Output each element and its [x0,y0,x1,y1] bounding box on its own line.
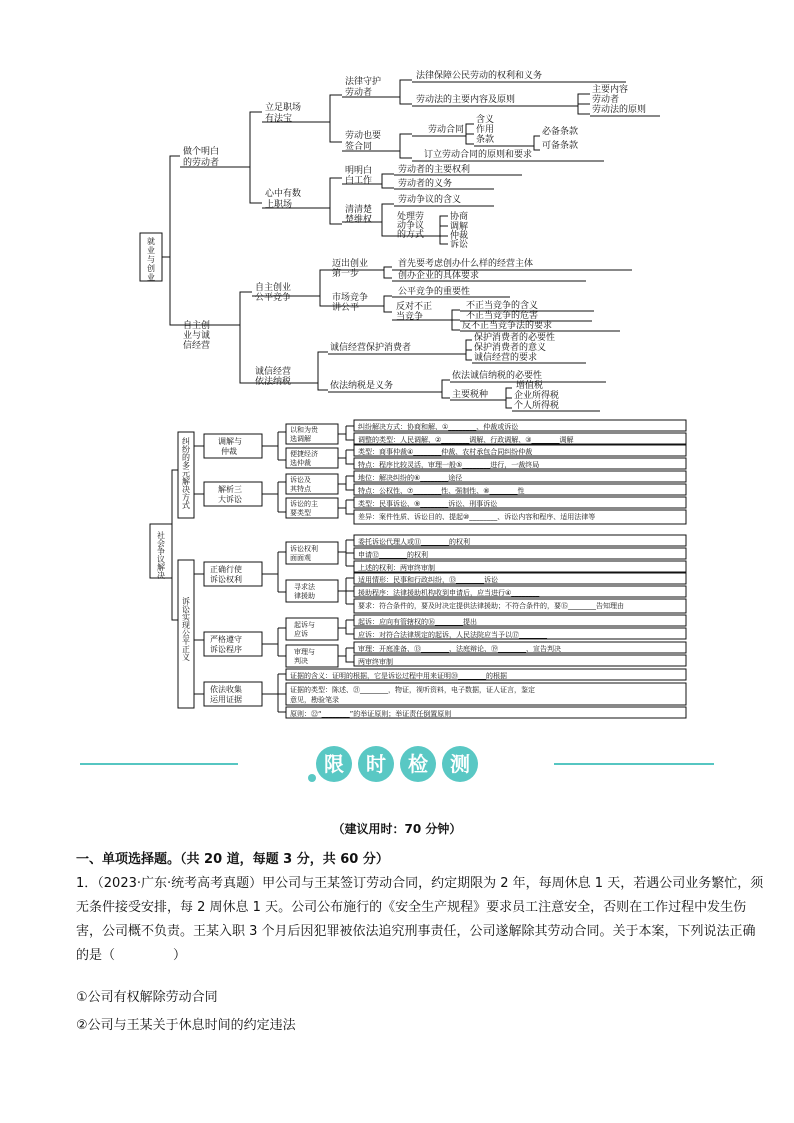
map2-g2cr2b: 意见，勘验笔录 [290,696,339,704]
map1-b1b1x: 劳动者的主要权利 [398,165,471,175]
map2-g2a: 正确行使诉讼权利 [210,565,242,584]
map1-b2a2y3: 反不正当竞争法的要求 [462,321,553,331]
map2-g2b2: 审理与判决 [294,648,315,665]
map2-g2cr2a: 证据的类型：陈述、㉑________，物证，视听资料，电子数据，证人证言，鉴定 [290,686,535,694]
map1-b1a1y1: 主要内容 [592,85,629,95]
map2-g1a1: 以和为贵选调解 [290,426,318,443]
map2-g1a: 调解与仲裁 [218,437,242,456]
map1-b1a2: 劳动也要签合同 [345,131,382,152]
map1-b2b2: 依法纳税是义务 [330,381,394,391]
map1-b2b2y2: 企业所得税 [514,391,560,401]
map1-b2b1z: 诚信经营的要求 [474,353,538,363]
map1-b1a2x3: 条款 [476,135,495,145]
map2-g2b1: 起诉与应诉 [294,621,315,638]
map1-b1a2x1: 含义 [476,115,495,125]
map2-g1b2: 诉讼的主要类型 [290,500,318,517]
banner-rule-right [554,763,714,765]
banner-dot [308,774,316,782]
map1-b1b2y: 处理劳动争议的方式 [397,212,425,240]
map2-g1a2r2: 特点：程序比较灵活，审理一般⑤________进行，一裁终局 [358,461,540,469]
map2-g2b1r1: 起诉：应向有管辖权的⑯________提出 [358,618,477,626]
map1-b1a1y2: 劳动者 [592,95,620,105]
map2-g2a1: 诉讼权利面面观 [290,545,318,562]
map1-b1b1: 明明白白工作 [345,166,373,186]
map2-g2a1r1: 委托诉讼代理人或⑪________的权利 [358,538,470,546]
question-1 [76,872,766,968]
map1-b2b1x: 保护消费者的必要性 [474,333,556,343]
map1-b1: 做个明白的劳动者 [183,147,220,168]
section-heading: 一、单项选择题。（共 20 道，每题 3 分，共 60 分） [76,852,389,867]
map1-b2a2y1: 不正当竞争的含义 [466,301,539,311]
map2-g1b2r2: 差异：案件性质、诉讼目的、提起⑩________、诉讼内容和程序、适用法律等 [358,513,596,521]
map1-b1b: 心中有数上职场 [265,189,302,210]
map1-b2b1: 诚信经营保护消费者 [330,343,412,353]
map1-b1a2x3a: 必备条款 [542,127,579,137]
map1-b2b2x: 依法诚信纳税的必要性 [452,371,543,381]
map1-b2b2y: 主要税种 [452,390,489,400]
map1-b2a1: 迈出创业第一步 [332,259,369,279]
banner-char-2: 时 [358,746,394,782]
map2-g2: 诉讼实现公平正义 [182,597,190,662]
map1-b2a1y: 创办企业的具体要求 [398,271,480,281]
map1-b1b2y4: 诉讼 [450,240,469,250]
map2-g2a1r3: 上述的权利：两审终审制 [358,564,435,572]
map1-b1a2x: 劳动合同 [428,125,465,135]
question-1-stem-end: ） [173,948,187,963]
map1-b2b1y: 保护消费者的意义 [474,343,547,353]
map2-g2c: 依法收集运用证据 [210,685,242,704]
map1-b1a2x2: 作用 [476,125,495,135]
map2-g1a1r2: 调整的类型：人民调解、②________调解、行政调解、③________调解 [358,436,574,444]
map2-g1b1r2: 特点：公权性、⑦________性、强制性、⑧________性 [358,487,525,495]
map1-b2b: 诚信经营依法纳税 [255,367,292,387]
map2-g1b1r1: 地位：解决纠纷的⑥________途径 [358,474,463,482]
map2-g1: 纠纷的多元解决方式 [182,437,190,510]
map1-b1a: 立足职场有法宝 [265,103,302,124]
map1-b2a2: 市场竞争讲公平 [332,293,369,313]
map1-b1b1y: 劳动者的义务 [398,179,453,189]
map1-b1b2y1: 协商 [450,212,469,222]
banner-char-3: 检 [400,746,436,782]
option-2: ②公司与王某关于休息时间的约定违法 [76,1018,296,1033]
map1-b2a1x: 首先要考虑创办什么样的经营主体 [398,259,534,269]
map2-g2cr1: 证据的含义：证明的根据，它是诉讼过程中用来证明⑳________的根据 [290,672,507,680]
banner-rule-left [80,763,238,765]
map1-b2a2y2: 不正当竞争的危害 [466,311,539,321]
map2-g1a1r1: 纠纷解决方式：协商和解、①________、仲裁或诉讼 [358,423,519,431]
map2-g1b: 解析三大诉讼 [218,485,242,504]
map2-g2b: 严格遵守诉讼程序 [210,635,242,654]
map1-b2: 自主创业与诚信经营 [183,321,211,351]
map2-g2cr3: 原则：㉒“________”的举证原则；举证责任倒置原则 [290,710,452,718]
map1-b2a2x: 公平竞争的重要性 [398,287,471,297]
map1-b1a1x: 法律保障公民劳动的权利和义务 [416,71,543,81]
map2-g2a2r2: 援助程序：法律援助机构收到申请后，应当进行④________ [358,589,540,597]
map1-b1a2y: 订立劳动合同的原则和要求 [424,150,533,160]
map2-g2a2r3: 要求：符合条件的，要及时决定提供法律援助；不符合条件的，要⑮________告知理由 [358,602,624,610]
question-1-stem: 1．（2023·广东·统考高考真题）甲公司与王某签订劳动合同，约定期限为 2 年，每周休息 1 天，若遇公司业务繁忙，须无条件接受安排，每 2 周休息 1 天。公司公布施行的《安全生产规程》要求员工注意安全，否则在工作过程中发生伤害，公司概不负责。王某入职 3 个月后因犯罪被依法追究刑事责任，公司遂解除其劳动合同。关于本案，下列说法正确的是（ [76,876,764,963]
map2-g1a2: 便捷经济选仲裁 [290,450,318,467]
map2-g1b1: 诉讼及其特点 [290,476,311,493]
map1-b1a1y: 劳动法的主要内容及原则 [416,95,516,105]
map2-root: 社会争议解决 [157,531,165,580]
map2-g2a2: 寻求法律援助 [294,583,315,600]
banner-char-4: 测 [442,746,478,782]
map2-g2a2r1: 适用情形：民事和行政纠纷，⑬________诉讼 [358,576,498,584]
map2-g2a1r2: 申请⑫________的权利 [358,551,428,559]
banner-char-1: 限 [316,746,352,782]
map1-b1b2y2: 调解 [450,222,469,232]
suggested-time: （建议用时：70 分钟） [332,822,462,836]
map2-g2b2r2: 两审终审制 [358,658,393,666]
map1-b2a2y: 反对不正当竞争 [396,302,433,322]
map1-b1a1: 法律守护劳动者 [345,77,382,98]
map1-root: 就业与创业 [147,237,155,282]
map1-b2b2y3: 个人所得税 [514,401,560,411]
map1-b1b2: 清清楚楚维权 [345,205,373,225]
map1-b1b2x: 劳动争议的含义 [398,195,462,205]
map2-g1a2r1: 类型：商事仲裁④________仲裁、农村承包合同纠纷仲裁 [358,448,533,456]
map1-b1a2x3b: 可备条款 [542,141,579,151]
map1-b1a1y3: 劳动法的原则 [592,105,647,115]
map1-b1b2y3: 仲裁 [450,231,469,241]
section-banner [80,742,714,786]
map1-b2b2y1: 增值税 [516,381,544,391]
map1-b2a: 自主创业公平竞争 [255,283,292,303]
option-1: ①公司有权解除劳动合同 [76,990,218,1005]
map2-g2b1r2: 应诉：对符合法律规定的起诉，人民法院应当予以⑰________ [358,631,547,639]
map2-g2b2r1: 审理：开庭准备、⑬________、法庭辩论、⑲________、宣告判决 [358,645,561,653]
map2-g1b2r1: 类型：民事诉讼、⑨________诉讼、刑事诉讼 [358,500,498,508]
